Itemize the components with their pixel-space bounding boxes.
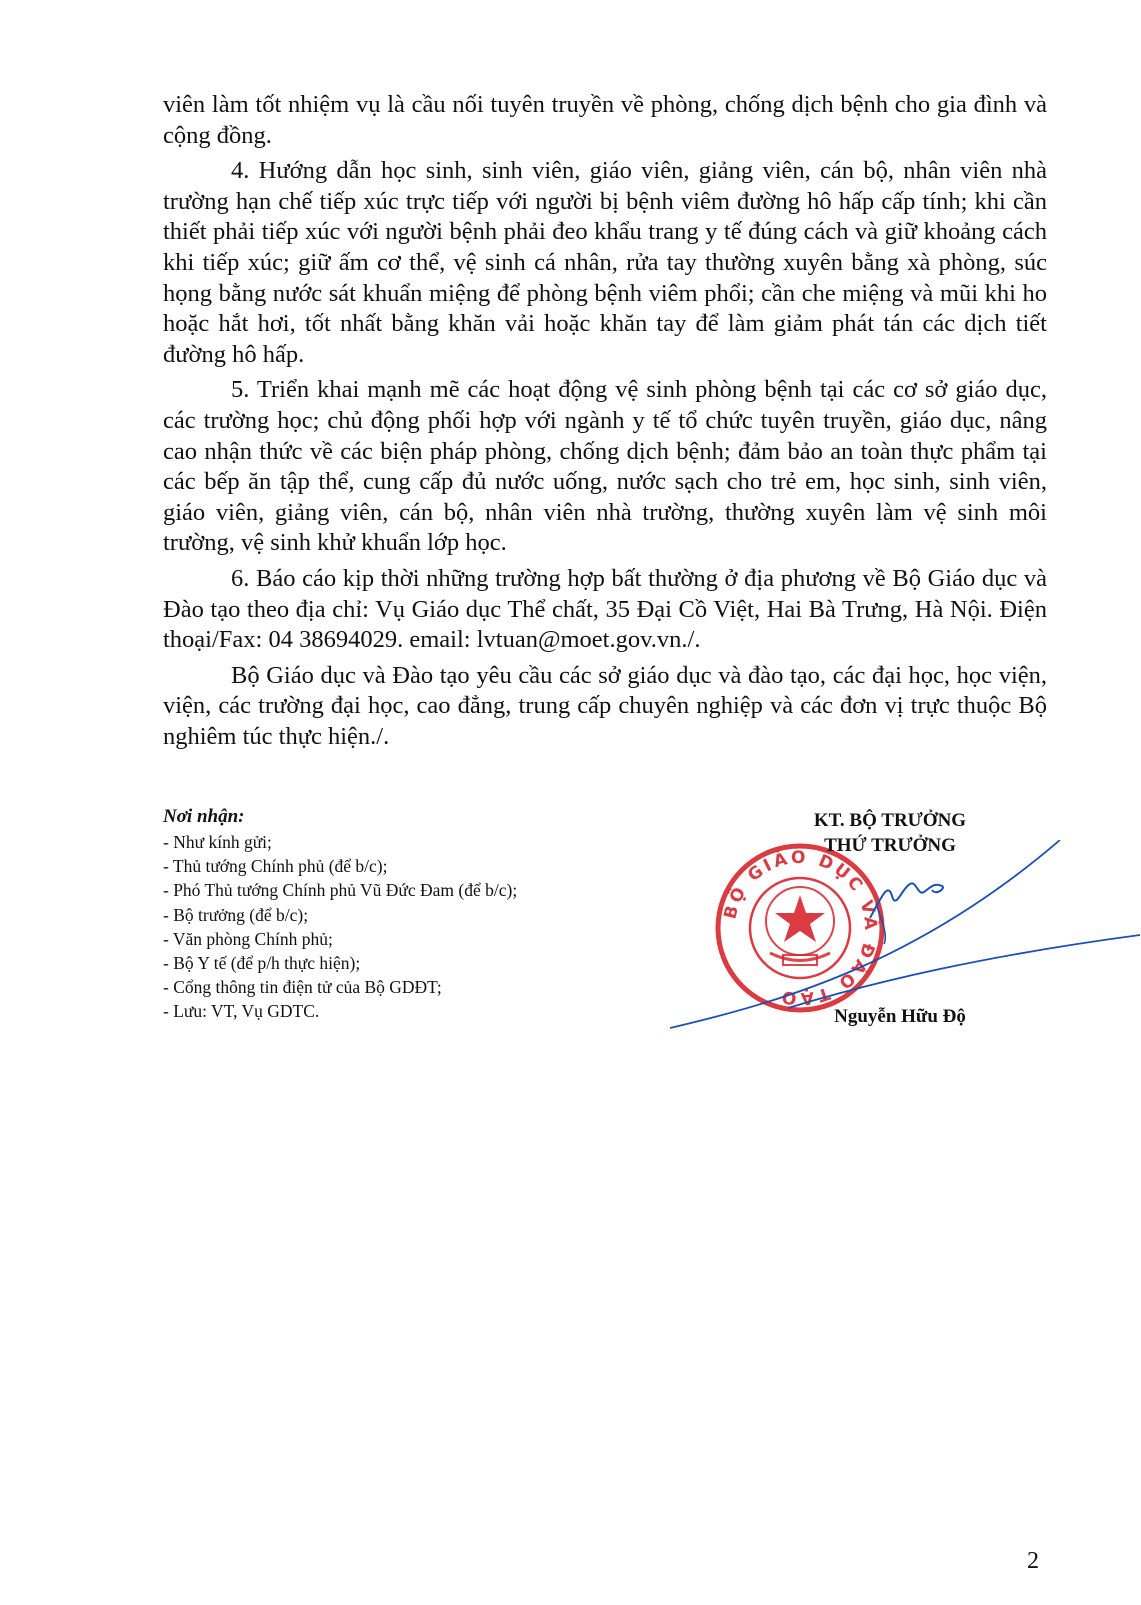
recipient-item: - Bộ Y tế (để p/h thực hiện);: [163, 953, 361, 974]
recipient-item: - Như kính gửi;: [163, 832, 272, 852]
recipient-item: - Văn phòng Chính phủ;: [163, 928, 333, 949]
page-number: 2: [1027, 1548, 1039, 1574]
paragraph-item-5: 5. Triển khai mạnh mẽ các hoạt động vệ sinh phòng bệnh tại các cơ sở giáo dục, các trường học; chủ động phối hợp với ngành y tế tổ chức tuyên truyền, giáo dục, nâng cao nhận thức về các biện pháp phòng, chống dịch bệnh; đảm bảo an toàn thực phẩm tại các bếp ăn tập thể, cung cấp đủ nước uống, nước sạch cho trẻ em, học sinh, sinh viên, giáo viên, giảng viên, cán bộ, nhân viên nhà trường, thường xuyên làm vệ sinh môi trường, vệ sinh khử khuẩn lớp học.: [163, 376, 1047, 557]
seal-text: BỘ GIÁO DỤC VÀ ĐÀO TẠO: [720, 847, 881, 1009]
signer-name: Nguyễn Hữu Độ: [834, 1006, 966, 1027]
signature-title-line2: THỨ TRƯỞNG: [824, 835, 956, 856]
paragraph-item-4: 4. Hướng dẫn học sinh, sinh viên, giáo viên, giảng viên, cán bộ, nhân viên nhà trường hạn chế tiếp xúc trực tiếp với người bị bệnh viêm đường hô hấp cấp tính; khi cần thiết phải tiếp xúc với người bệnh phải đeo khẩu trang y tế đúng cách và giữ khoảng cách khi tiếp xúc; giữ ấm cơ thể, vệ sinh cá nhân, rửa tay thường xuyên bằng xà phòng, súc họng bằng nước sát khuẩn miệng để phòng bệnh viêm phổi; cần che miệng và mũi khi ho hoặc hắt hơi, tốt nhất bằng khăn vải hoặc khăn tay để làm giảm phát tán các dịch tiết đường hô hấp.: [163, 157, 1047, 368]
paragraph-item-6: 6. Báo cáo kịp thời những trường hợp bất thường ở địa phương về Bộ Giáo dục và Đào tạo theo địa chỉ: Vụ Giáo dục Thể chất, 35 Đại Cồ Việt, Hai Bà Trưng, Hà Nội. Điện thoại/Fax: 04 38694029. email: lvtuan@moet.gov.vn./.: [163, 564, 1047, 654]
recipients-list: [163, 830, 633, 1024]
recipients-block: [163, 805, 633, 1024]
recipients-heading: Nơi nhận:: [163, 806, 245, 827]
paragraph-continuation: viên làm tốt nhiệm vụ là cầu nối tuyên truyền về phòng, chống dịch bệnh cho gia đình và cộng đồng.: [163, 91, 1047, 149]
body-text: [163, 90, 1047, 757]
recipient-item: - Bộ trưởng (để b/c);: [163, 904, 309, 925]
recipient-item: - Cổng thông tin điện tử của Bộ GDĐT;: [163, 977, 442, 998]
recipient-item: - Thủ tướng Chính phủ (để b/c);: [163, 856, 388, 877]
paragraph-closing: Bộ Giáo dục và Đào tạo yêu cầu các sở giáo dục và đào tạo, các đại học, học viện, viện, các trường đại học, cao đẳng, trung cấp chuyên nghiệp và các đơn vị trực thuộc Bộ nghiêm túc thực hiện./.: [163, 661, 1047, 750]
recipient-item: - Phó Thủ tướng Chính phủ Vũ Đức Đam (để b/c);: [163, 880, 518, 901]
signature-title-line1: KT. BỘ TRƯỞNG: [813, 810, 967, 831]
recipient-item: - Lưu: VT, Vụ GDTC.: [163, 1001, 320, 1022]
